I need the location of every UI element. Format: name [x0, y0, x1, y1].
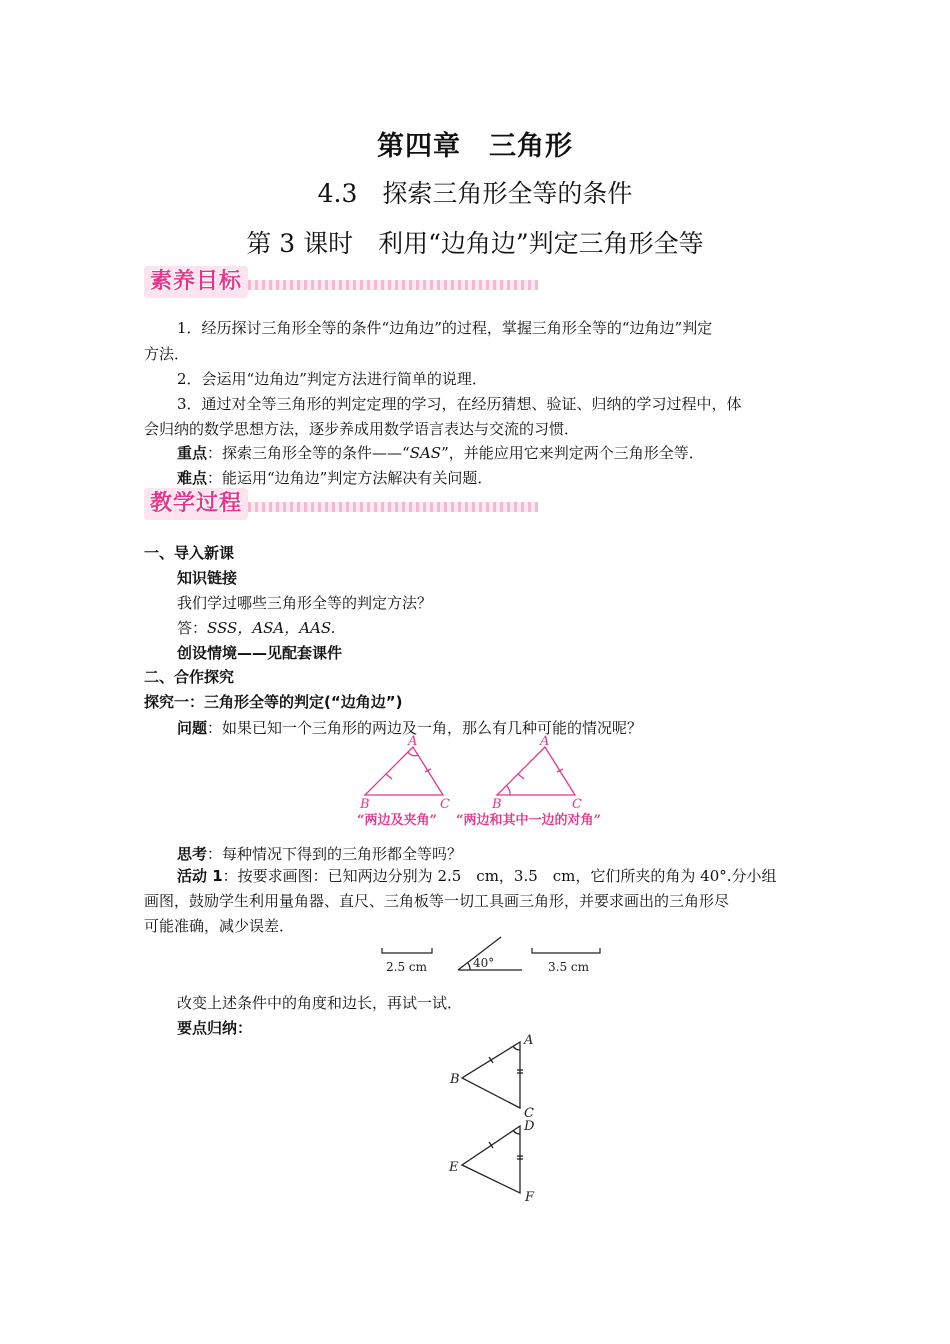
process-banner-label: 教学过程 — [144, 488, 248, 520]
segment-2-5 — [382, 948, 432, 953]
segment-2-5-label: 2.5 cm — [386, 960, 427, 974]
part-2-heading: 二、合作探究 — [144, 668, 235, 686]
banner-dotted-strip — [248, 502, 538, 512]
process-banner — [144, 488, 538, 524]
section-title: 4.3 探索三角形全等的条件 — [317, 179, 633, 208]
angle-label: 40° — [473, 956, 495, 970]
label-c: C — [524, 1106, 534, 1121]
label-f: F — [525, 1190, 535, 1205]
difficulty-label: 难点 — [177, 469, 208, 487]
activity-text-1: ：按要求画图：已知两边分别为 2.5 cm，3.5 cm，它们所夹的角为 40°.分小组 — [222, 867, 777, 885]
think — [177, 844, 814, 864]
label-c-right: C — [572, 797, 582, 812]
review-answer — [177, 618, 814, 638]
goal-item-1: 1．经历探讨三角形全等的条件“边角边”的过程，掌握三角形全等的“边角边”判定 — [177, 319, 713, 337]
label-a-right: A — [540, 735, 550, 749]
difficulty — [177, 468, 814, 488]
key-point-label: 重点 — [177, 444, 208, 462]
label-b-right: B — [492, 797, 502, 812]
given-measures-figure — [378, 930, 608, 978]
activity-label: 活动 1 — [177, 867, 223, 885]
activity-1 — [177, 866, 814, 886]
problem-label: 问题 — [177, 719, 208, 737]
key-point-text-post: ”，并能应用它来判定两个三角形全等． — [441, 444, 704, 462]
goal-item-3-cont: 会归纳的数学思想方法，逐步养成用数学语言表达与交流的习惯． — [144, 420, 580, 438]
lesson-title: 第 3 课时 利用“边角边”判定三角形全等 — [246, 229, 704, 258]
triangle-sas — [365, 747, 443, 795]
part-1-heading: 一、导入新课 — [144, 544, 235, 562]
label-b-left: B — [360, 797, 370, 812]
angle-arc — [468, 963, 470, 970]
label-e: E — [449, 1160, 459, 1175]
key-point-text-pre: ：探索三角形全等的条件——“ — [207, 444, 410, 462]
tick-ab — [386, 774, 392, 779]
angle-mark-a — [513, 1046, 520, 1050]
angle-mark-b — [507, 786, 510, 795]
label-a: A — [524, 1033, 534, 1048]
label-c-left: C — [440, 797, 450, 812]
review-question: 我们学过哪些三角形全等的判定方法？ — [177, 594, 433, 612]
tick-ab — [489, 1057, 493, 1063]
activity-1-cont-1: 画图，鼓励学生利用量角器、直尺、三角板等一切工具画三角形，并要求画出的三角形尽 — [144, 892, 730, 910]
scenario-heading: 创设情境——见配套课件 — [177, 644, 343, 662]
knowledge-link-heading: 知识链接 — [177, 569, 238, 587]
answer-value: SSS，ASA，AAS. — [207, 619, 336, 637]
activity-1-cont-2: 可能准确，减少误差． — [144, 917, 295, 935]
congruent-triangles-figure — [440, 1030, 550, 1210]
tick-ab-2 — [518, 774, 524, 779]
label-a-left: A — [408, 735, 418, 749]
banner-dotted-strip — [248, 280, 538, 290]
problem-text: ：如果已知一个三角形的两边及一角，那么有几种可能的情况呢？ — [207, 719, 643, 737]
angle-mark-d — [513, 1130, 520, 1134]
goal-item-3: 3．通过对全等三角形的判定定理的学习，在经历猜想、验证、归纳的学习过程中，体 — [177, 395, 742, 413]
caption-ssa: “两边和其中一边的对角” — [456, 813, 601, 828]
explore-1-heading: 探究一：三角形全等的判定(“边角边”) — [144, 693, 403, 711]
key-point — [177, 443, 814, 463]
triangle-cases-figure — [350, 735, 650, 831]
label-b: B — [450, 1072, 460, 1087]
goal-item-1-cont: 方法． — [144, 345, 190, 363]
goal-item-2: 2．会运用“边角边”判定方法进行简单的说理． — [177, 370, 487, 388]
think-label: 思考 — [177, 845, 208, 863]
summary-heading: 要点归纳： — [177, 1019, 253, 1037]
segment-3-5-label: 3.5 cm — [548, 960, 589, 974]
goals-banner — [144, 266, 538, 302]
label-d: D — [524, 1119, 535, 1134]
think-text: ：每种情况下得到的三角形都全等吗？ — [207, 845, 463, 863]
change-conditions: 改变上述条件中的角度和边长，再试一试． — [177, 994, 463, 1012]
segment-3-5 — [532, 948, 600, 953]
triangle-def — [462, 1126, 520, 1193]
answer-label: 答： — [177, 619, 208, 637]
goals-banner-label: 素养目标 — [144, 266, 248, 298]
caption-sas: “两边及夹角” — [357, 813, 437, 828]
difficulty-text: ：能运用“边角边”判定方法解决有关问题． — [207, 469, 493, 487]
triangle-abc — [462, 1042, 520, 1108]
key-point-sas: SAS — [409, 444, 442, 462]
chapter-title: 第四章 三角形 — [377, 131, 573, 162]
